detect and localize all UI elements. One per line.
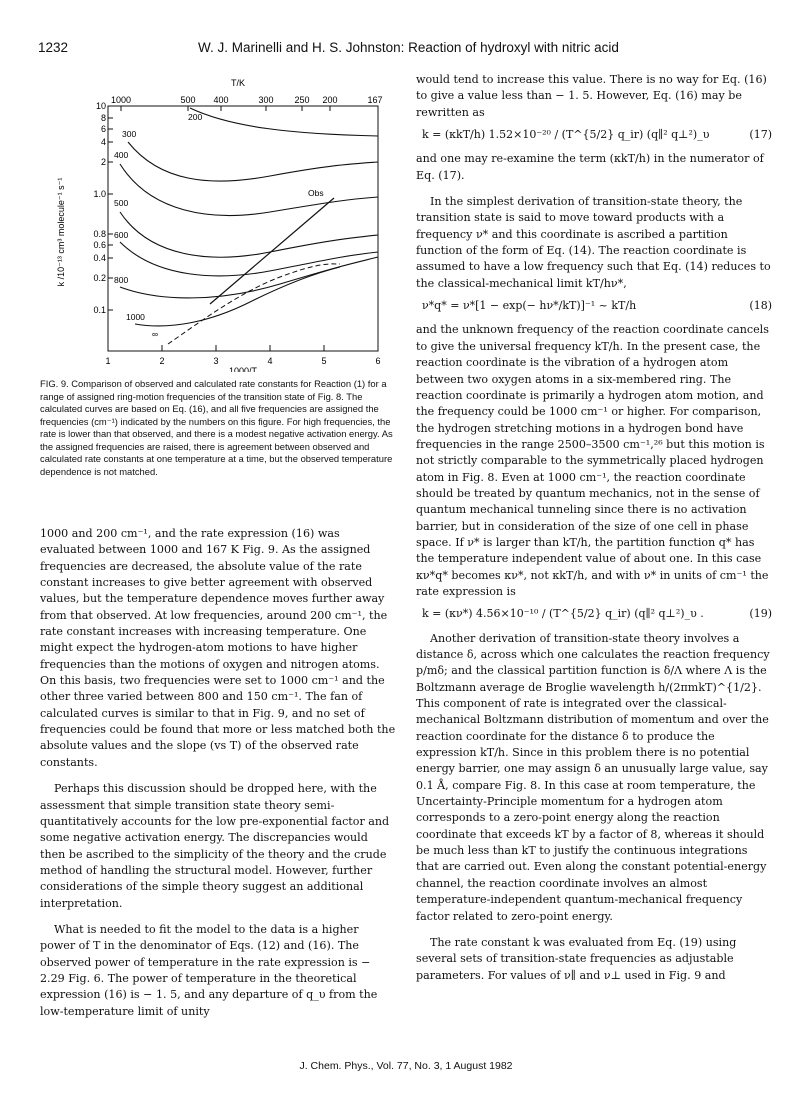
figure-9 [40, 72, 396, 372]
figure-9-plot [40, 72, 396, 372]
y-tick: 6 [100, 124, 106, 134]
y-tick: 8 [100, 113, 106, 123]
y-axis-ticks [93, 101, 106, 315]
curve-labels [114, 112, 324, 339]
y-tick: 2 [100, 157, 106, 167]
curve-400 [120, 164, 378, 216]
curve-label: 500 [114, 198, 129, 208]
x-tick: 6 [375, 356, 381, 366]
curve-label: ∞ [152, 329, 159, 339]
y-tick: 10 [95, 101, 106, 111]
x-tick: 3 [213, 356, 219, 366]
x-axis-label: 1000/T [228, 366, 258, 372]
left-paragraph-2: Perhaps this discussion should be dropped here, with the assessment that simple transition state theory semi-quantitatively accounts for the low pre-exponential factor and some negative activation energy. The discrepancies would then be ascribed to the simplicity of the theory and the crude method of handling the structural model. However, further considerations of the simple theory suggest an additional interpretation. [40, 782, 390, 910]
curve-300 [128, 142, 378, 181]
y-axis-label: k /10⁻¹³ cm³ molecule⁻¹ s⁻¹ [56, 177, 66, 287]
top-axis-ticks [111, 95, 383, 105]
x-tick: 5 [321, 356, 327, 366]
running-title: W. J. Marinelli and H. S. Johnston: Reaction of hydroxyl with nitric acid [198, 40, 619, 55]
curve-500 [120, 212, 378, 257]
left-paragraph-1: 1000 and 200 cm⁻¹, and the rate expression (16) was evaluated between 1000 and 167 K Fig. 9. As the assigned frequencies are decreased, the absolute value of the rate constant increases to give better agreement with observed values, but the temperature dependence moves further away from that observed. At low frequencies, around 200 cm⁻¹, the rate constant increases with increasing temperature. One might expect the hydrogen-atom motions to have higher frequencies than the motions of oxygen and nitrogen atoms. On this basis, two frequencies were set to 1000 cm⁻¹ and the other three varied between 800 and 150 cm⁻¹. The fan of calculated curves is similar to that in Fig. 9, and no set of frequencies could be found that more or less matched both the absolute values and the slope (vs T) of the observed rate constants. [40, 527, 396, 769]
equation-19 [416, 606, 772, 622]
y-tick: 4 [100, 137, 106, 147]
calculated-curves [120, 108, 378, 326]
observed-line [210, 198, 334, 304]
x-tick: 1 [105, 356, 111, 366]
left-paragraph-3: What is needed to fit the model to the data is a higher power of T in the denominator of Eqs. (12) and (16). The observed power of temperature in the rate expression is − 2.29 Fig. 6. The power of temperature in the theoretical expression (16) is − 1. 5, and any departure of q_υ from the low-temperature limit of unity [40, 922, 378, 1018]
y-tick: 0.6 [93, 240, 106, 250]
curve-label: 400 [114, 150, 129, 160]
page-header [38, 40, 774, 60]
right-paragraph-5: Another derivation of transition-state theory involves a distance δ, across which one calculates the reaction frequency p/mδ; and the classical partition function is δ/Λ where Λ is the Boltzmann average de Broglie wavelength h/(2πmkT)^{1/2}. This component of rate is integrated over the classical-mechanical Boltzmann distribution of momentum and over the reaction coordinate for the distance δ to produce the expression kT/h. Since in this problem there is no potential energy barrier, one may assign δ an unusually large value, say 0.1 Å, compare Fig. 8. In this case at room temperature, the Uncertainty-Principle momentum for a hydrogen atom corresponds to a zero-point energy along the reaction coordinate that exceeds kT by a factor of 8, whereas it should be much less than kT to justify the continuous integrations that are carried out. Even along the constant potential-energy channel, the reaction coordinate involves an almost temperature-independent quantum-mechanical frequency factor related to zero-point energy. [416, 631, 770, 923]
page-number: 1232 [38, 40, 69, 55]
top-axis-label: T/K [230, 78, 246, 88]
equation-19-body: k = (κν*) 4.56×10⁻¹⁰ / (T^{5/2} q_ir) (q∥² q⊥²)_υ . [422, 607, 704, 621]
equation-18 [416, 298, 772, 314]
right-paragraph-3: In the simplest derivation of transition-state theory, the transition state is said to move toward products with a frequency ν* and this coordinate is ascribed a partition function of the form of Eq. (14). The reaction coordinate is assumed to have a low frequency such that Eq. (14) reduces to the classical-mechanical limit kT/hν*, [416, 195, 771, 290]
x-tick: 4 [267, 356, 273, 366]
curve-label: 1000 [126, 312, 145, 322]
equation-17 [416, 127, 772, 143]
right-paragraph-1: would tend to increase this value. There is no way for Eq. (16) to give a value less than − 1. 5. However, Eq. (16) may be rewritten as [416, 73, 767, 119]
curve-label: 200 [188, 112, 203, 122]
top-tick: 300 [258, 95, 274, 105]
x-axis-ticks [105, 356, 380, 366]
curve-label: 300 [122, 129, 137, 139]
plot-frame [108, 106, 378, 351]
x-tick: 2 [159, 356, 165, 366]
right-paragraph-4: and the unknown frequency of the reaction coordinate cancels to give the universal frequency kT/h. In the present case, the reaction coordinate is the vibration of a hydrogen atom between two oxygen atoms in a six-membered ring. The reaction coordinate is primarily a hydrogen atom motion, and the frequency could be 1000 cm⁻¹ or higher. For comparison, the hydrogen stretching motions in a hydrogen bond have frequencies in the range 2500–3500 cm⁻¹,²⁶ but this motion is not strictly comparable to the symmetrically placed hydrogen atom in Fig. 8. Even at 1000 cm⁻¹, the reaction coordinate should be treated by quantum mechanics, not in the sense of quantum mechanical tunneling since there is no activation barrier, but in consideration of the size of one cell in phase space. If ν* is larger than kT/h, the partition function q* has the temperature independent value of about one. In this case κν*q* becomes κν*, not κkT/h, and with ν* in units of cm⁻¹ the rate expression is [416, 323, 769, 598]
top-tick: 200 [322, 95, 338, 105]
y-tick: 0.4 [93, 253, 106, 263]
equation-18-number: (18) [749, 299, 772, 313]
y-tick: 0.1 [93, 305, 106, 315]
figure-caption: FIG. 9. Comparison of observed and calculated rate constants for Reaction (1) for a range of assigned ring-motion frequencies of the transition state of Fig. 8. The calculated curves are based on Eq. (16), and all five frequencies are assigned the frequencies (cm⁻¹) indicated by the numbers on this figure. For high frequencies, the rate is lower than that observed, and there is a modest negative activation energy. As the assigned frequencies are raised, there is agreement between observed and calculated rate constants at one temperature at a time, but the observed temperature dependence is not matched. [40, 378, 393, 477]
y-tick: 0.2 [93, 273, 106, 283]
curve-infinity [168, 264, 340, 344]
equation-17-number: (17) [749, 128, 772, 142]
equation-18-body: ν*q* = ν*[1 − exp(− hν*/kT)]⁻¹ ~ kT/h [422, 299, 637, 313]
curve-label: 800 [114, 275, 129, 285]
left-column [40, 72, 396, 1020]
top-tick: 250 [294, 95, 310, 105]
y-tick: 1.0 [93, 189, 106, 199]
curve-200 [190, 108, 378, 136]
curve-label: 600 [114, 230, 129, 240]
equation-19-number: (19) [749, 607, 772, 621]
curve-label: Obs [308, 188, 324, 198]
equation-17-body: k = (κkT/h) 1.52×10⁻²⁰ / (T^{5/2} q_ir) (q∥² q⊥²)_υ [422, 128, 710, 142]
right-paragraph-6: The rate constant k was evaluated from Eq. (19) using several sets of transition-state frequencies as adjustable parameters. For values of ν∥ and ν⊥ used in Fig. 9 and [416, 935, 737, 982]
top-tick: 1000 [110, 95, 132, 105]
right-column [416, 72, 772, 984]
top-tick: 500 [180, 95, 196, 105]
top-tick: 167 [367, 95, 383, 105]
right-paragraph-2: and one may re-examine the term (κkT/h) in the numerator of Eq. (17). [416, 152, 764, 182]
y-tick: 0.8 [93, 229, 106, 239]
journal-footer: J. Chem. Phys., Vol. 77, No. 3, 1 August 1982 [299, 1060, 513, 1072]
top-tick: 400 [213, 95, 229, 105]
